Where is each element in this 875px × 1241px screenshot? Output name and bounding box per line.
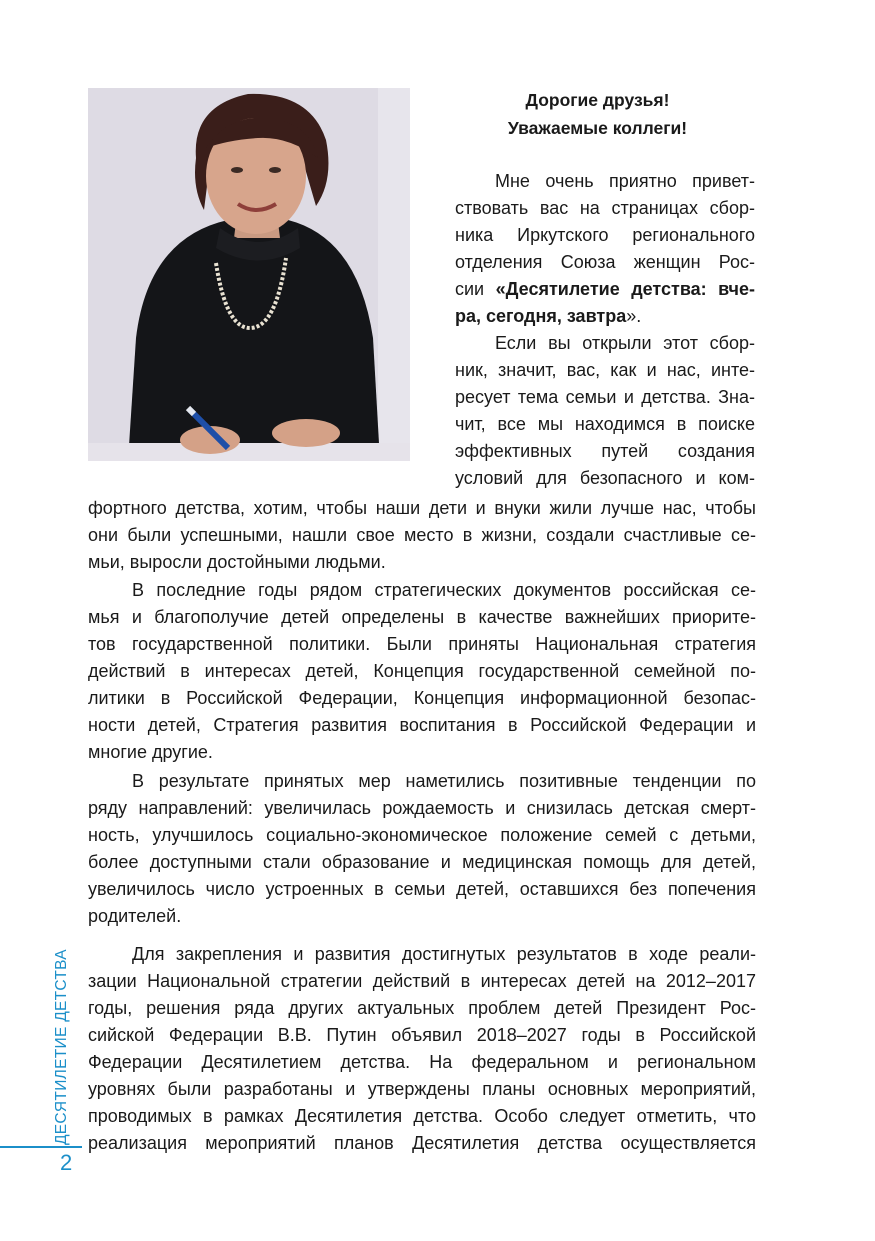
accent-rule <box>0 1146 82 1148</box>
text-line: годы, решения ряда других актуальных проблем детей Президент Рос- <box>88 998 756 1018</box>
text-span: Для закрепления и развития достигнутых результатов в ходе реали- <box>132 944 756 964</box>
greeting-line-1: Дорогие друзья! <box>525 90 670 110</box>
text-line: зации Национальной стратегии действий в интересах детей на 2012–2017 <box>88 971 756 991</box>
text-line: проводимых в рамках Десятилетия детства. Особо следует отметить, что <box>88 1106 756 1126</box>
text-span: Если вы открыли этот сбор- <box>495 333 755 353</box>
book-title-bold: ра, сегодня, завтра <box>455 306 627 326</box>
text-span: Мне очень приятно привет- <box>495 171 755 191</box>
text-line: тов государственной политики. Были приняты Национальная стратегия <box>88 634 756 654</box>
text-line: мья и благополучие детей определены в качестве важнейших приорите- <box>88 607 756 627</box>
text-line <box>455 303 755 330</box>
text-line <box>88 577 756 604</box>
text-line: действий в интересах детей, Концепция государственной семейной по- <box>88 661 756 681</box>
text-line: более доступными стали образование и медицинская помощь для детей, <box>88 852 756 872</box>
text-line: фортного детства, хотим, чтобы наши дети и внуки жили лучше нас, чтобы <box>88 498 756 518</box>
book-title-bold: «Десятилетие детства: вче- <box>495 279 755 299</box>
text-span: В последние годы рядом стратегических документов российская се- <box>132 580 756 600</box>
text-line <box>455 330 755 357</box>
text-span: В результате принятых мер наметились позитивные тенденции по <box>132 771 756 791</box>
text-line: ряду направлений: увеличилась рождаемость и снизилась детская смерт- <box>88 798 756 818</box>
text-line: родителей. <box>88 906 182 926</box>
text-line <box>455 168 755 195</box>
author-photo <box>88 88 410 461</box>
text-line: отделения Союза женщин Рос- <box>455 252 755 272</box>
text-span: сии <box>455 279 496 299</box>
text-line <box>88 941 756 968</box>
text-line <box>88 768 756 795</box>
greeting-line-2: Уважаемые коллеги! <box>507 118 688 138</box>
text-line <box>455 276 755 303</box>
text-line: реализация мероприятий планов Десятилетия детства осуществляется <box>88 1133 756 1153</box>
text-line: увеличилось число устроенных в семьи детей, оставшихся без попечения <box>88 879 756 899</box>
running-title: ДЕСЯТИЛЕТИЕ ДЕТСТВА <box>53 949 70 1145</box>
greeting <box>440 86 755 142</box>
text-line: ресует тема семьи и детства. Зна- <box>455 387 755 407</box>
text-span: ». <box>626 306 642 326</box>
text-line: ность, улучшилось социально-экономическое положение семей с детьми, <box>88 825 756 845</box>
text-line: ник, значит, вас, как и нас, инте- <box>455 360 755 380</box>
text-line: эффективных путей создания <box>455 441 755 461</box>
text-line: чит, все мы находимся в поиске <box>455 414 755 434</box>
text-line: мьи, выросли достойными людьми. <box>88 552 386 572</box>
text-line: они были успешными, нашли свое место в жизни, создали счастливые се- <box>88 525 756 545</box>
text-line: сийской Федерации В.В. Путин объявил 2018–2027 годы в Российской <box>88 1025 756 1045</box>
page-number: 2 <box>60 1150 73 1175</box>
text-line: литики в Российской Федерации, Концепция информационной безопас- <box>88 688 756 708</box>
text-line: ствовать вас на страницах сбор- <box>455 198 755 218</box>
portrait-photo-icon <box>88 88 410 461</box>
text-line: многие другие. <box>88 742 213 762</box>
text-line: ности детей, Стратегия развития воспитания в Российской Федерации и <box>88 715 756 735</box>
text-line: условий для безопасного и ком- <box>455 468 755 488</box>
text-line: ника Иркутского регионального <box>455 225 755 245</box>
text-line: Федерации Десятилетием детства. На федеральном и региональном <box>88 1052 756 1072</box>
text-line: уровнях были разработаны и утверждены планы основных мероприятий, <box>88 1079 756 1099</box>
